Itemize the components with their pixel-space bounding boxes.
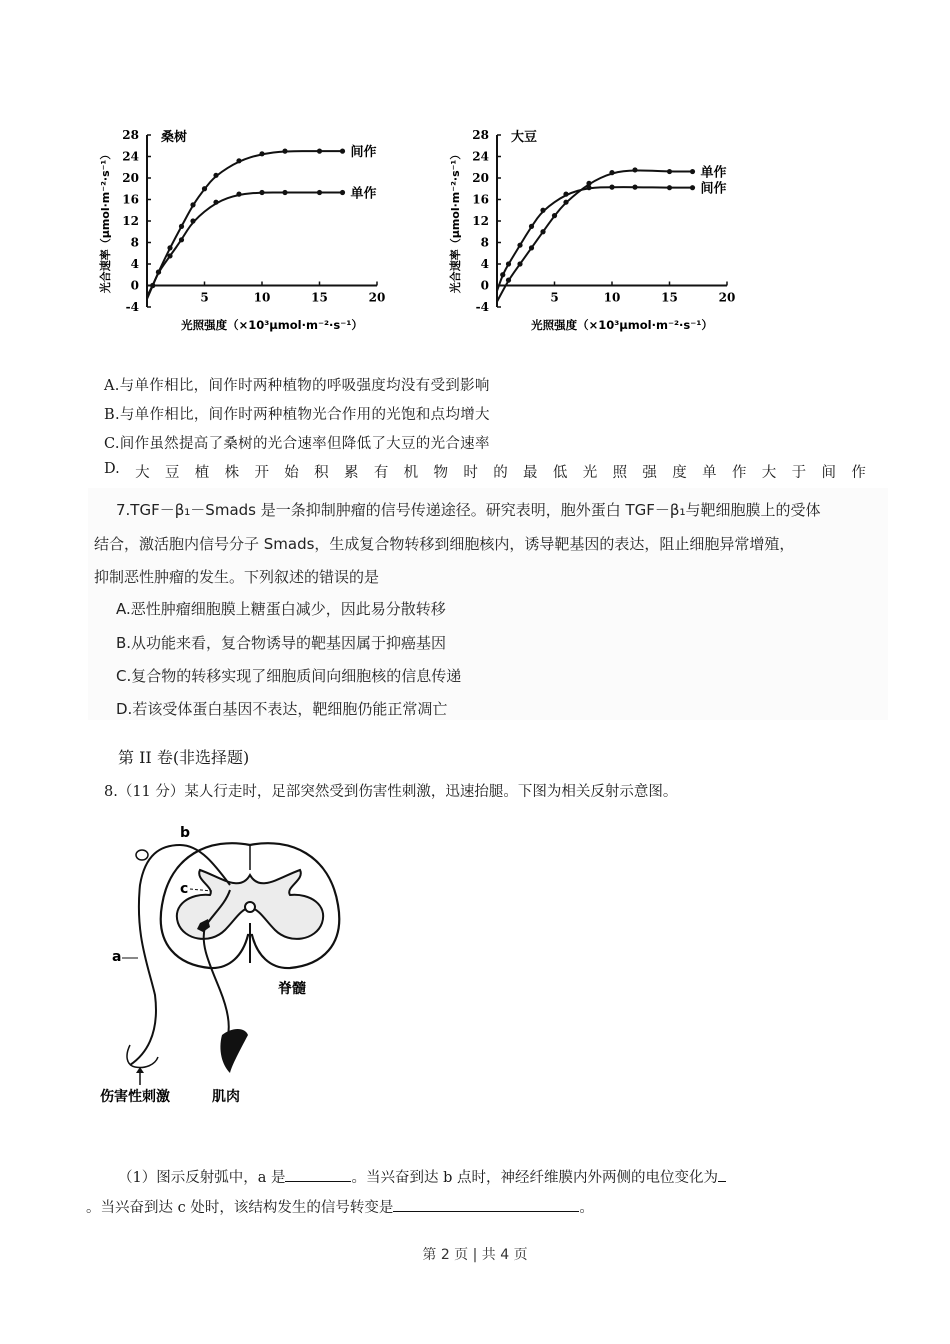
data-point	[259, 151, 264, 156]
data-point	[690, 185, 695, 190]
ganglion	[136, 850, 148, 860]
series-legend-label: 单作	[700, 165, 727, 181]
q6-option-d-char: 机	[403, 465, 419, 481]
series-line	[147, 151, 343, 299]
label-a: a	[112, 949, 122, 965]
series-legend-label: 单作	[350, 186, 377, 202]
data-point	[317, 190, 322, 195]
x-tick-label: 15	[661, 290, 678, 305]
q6-option-d-char: 的	[493, 465, 508, 481]
q6-option-d	[104, 461, 866, 482]
data-point	[529, 245, 534, 250]
q7-option-a: A.恶性肿瘤细胞膜上糖蛋白减少，因此易分散转移	[116, 600, 446, 618]
data-point	[667, 169, 672, 174]
data-point	[317, 149, 322, 154]
y-axis-label: 光合速率（μmol·m⁻²·s⁻¹）	[99, 148, 112, 294]
chart-soybean-svg	[445, 125, 745, 335]
answer-blank-c[interactable]	[393, 1197, 579, 1212]
x-tick-label: 20	[718, 290, 736, 305]
data-point	[340, 190, 345, 195]
q6-option-d-char: 光	[582, 465, 598, 481]
data-point	[282, 149, 287, 154]
series-line	[147, 193, 343, 297]
data-point	[517, 243, 522, 248]
q8-sub1-line2	[86, 1196, 594, 1217]
y-tick-label: 20	[472, 171, 489, 185]
y-tick-label: -4	[125, 300, 139, 314]
y-tick-label: 0	[480, 278, 489, 293]
q7-stem-line3: 抑制恶性肿瘤的发生。下列叙述的错误的是	[94, 568, 380, 586]
y-tick-label: 8	[130, 235, 139, 250]
x-axis-label: 光照强度（×10³μmol·m⁻²·s⁻¹）	[181, 318, 363, 332]
q6-option-d-char: 株	[224, 465, 240, 481]
data-point	[563, 192, 568, 197]
q6-option-d-char: 物	[433, 465, 448, 481]
label-stimulus: 伤害性刺激	[100, 1089, 170, 1105]
data-point	[150, 283, 155, 288]
q8-sub1-text3: 。当兴奋到达 c 处时，该结构发生的信号转变是	[86, 1200, 394, 1216]
x-axis-label: 光照强度（×10³μmol·m⁻²·s⁻¹）	[531, 318, 713, 332]
data-point	[500, 272, 505, 277]
y-tick-label: 16	[472, 192, 489, 207]
q8-sub1-text2: 。当兴奋到达 b 点时，神经纤维膜内外两侧的电位变化为	[351, 1170, 718, 1186]
q6-option-d-char: 豆	[164, 465, 180, 481]
data-point	[506, 261, 511, 266]
data-point	[190, 202, 195, 207]
data-point	[632, 167, 637, 172]
y-axis-label: 光合速率（μmol·m⁻²·s⁻¹）	[449, 148, 462, 294]
data-point	[202, 186, 207, 191]
data-point	[506, 278, 511, 283]
y-tick-label: 28	[472, 128, 489, 142]
q6-option-d-char: 度	[672, 465, 687, 481]
q6-option-d-char: 有	[373, 465, 389, 481]
data-point	[167, 253, 172, 258]
y-tick-label: 4	[480, 257, 489, 271]
y-tick-label: 8	[480, 235, 489, 250]
q6-option-d-char: 于	[791, 465, 807, 481]
q6-option-d-char: 积	[314, 465, 329, 481]
chart-title: 大豆	[511, 130, 538, 145]
q8-sub1-line1	[118, 1166, 726, 1187]
section-title: 第 II 卷(非选择题)	[118, 748, 250, 767]
x-tick-label: 10	[253, 290, 271, 305]
x-tick-label: 20	[368, 290, 386, 305]
chart-title: 桑树	[161, 130, 188, 145]
label-c: c	[180, 881, 189, 897]
q6-option-d-char: 始	[284, 465, 299, 481]
y-tick-label: 16	[122, 192, 139, 207]
data-point	[609, 170, 614, 175]
data-point	[517, 261, 522, 266]
q6-option-d-char: 低	[552, 465, 568, 481]
q6-option-d-char: 大	[135, 465, 150, 481]
data-point	[540, 208, 545, 213]
y-tick-label: 12	[122, 214, 139, 228]
q8-sub1-text4: 。	[579, 1200, 594, 1216]
q6-option-c: C.间作虽然提高了桑树的光合速率但降低了大豆的光合速率	[104, 436, 490, 452]
q7-option-d: D.若该受体蛋白基因不表达，靶细胞仍能正常凋亡	[116, 700, 448, 718]
data-point	[632, 185, 637, 190]
data-point	[609, 185, 614, 190]
reflex-arc-diagram	[100, 815, 400, 1119]
data-point	[667, 185, 672, 190]
q6-option-b: B.与单作相比，间作时两种植物光合作用的光饱和点均增大	[104, 407, 490, 423]
chart-mulberry-svg	[95, 125, 395, 335]
q7-stem-line2: 结合，激活胞内信号分子 Smads，生成复合物转移到细胞核内，诱导靶基因的表达，阻止细胞异常增殖，	[94, 535, 795, 553]
q6-option-d-char: 植	[194, 465, 210, 481]
data-point	[167, 245, 172, 250]
series-line	[497, 187, 693, 291]
y-tick-label: 28	[122, 128, 139, 142]
data-point	[236, 192, 241, 197]
data-point	[586, 185, 591, 190]
x-tick-label: 10	[603, 290, 621, 305]
q6-option-d-char: 照	[612, 465, 628, 481]
q6-option-d-char: 大	[761, 465, 777, 481]
series-legend-label: 间作	[350, 145, 377, 161]
muscle-shape	[220, 1029, 248, 1073]
q6-option-d-char: 作	[731, 465, 747, 481]
q6-option-d-char: 单	[702, 465, 717, 481]
data-point	[340, 149, 345, 154]
label-spinal-cord: 脊髓	[278, 981, 306, 997]
chart-mulberry	[95, 125, 395, 339]
y-tick-label: 0	[130, 278, 139, 293]
q8-sub1-text1: （1）图示反射弧中，a 是	[118, 1170, 286, 1186]
data-point	[190, 218, 195, 223]
q6-option-d-char: 时	[463, 465, 478, 481]
page-footer: 第 2 页 | 共 4 页	[422, 1247, 528, 1263]
data-point	[179, 224, 184, 229]
data-point	[259, 190, 264, 195]
answer-blank-b-start[interactable]	[718, 1167, 726, 1182]
x-tick-label: 5	[550, 290, 559, 305]
x-tick-label: 15	[311, 290, 328, 305]
central-canal	[245, 902, 255, 912]
data-point	[213, 173, 218, 178]
data-point	[529, 224, 534, 229]
q7-option-c: C.复合物的转移实现了细胞质间向细胞核的信息传递	[116, 667, 462, 685]
data-point	[213, 200, 218, 205]
series-legend-label: 间作	[700, 181, 727, 197]
q7-option-b: B.从功能来看，复合物诱导的靶基因属于抑癌基因	[116, 634, 447, 652]
y-tick-label: 24	[122, 149, 139, 164]
data-point	[690, 169, 695, 174]
chart-soybean	[445, 125, 745, 339]
reflex-arc-svg	[100, 815, 400, 1115]
q6-option-a: A.与单作相比，间作时两种植物的呼吸强度均没有受到影响	[104, 378, 490, 394]
y-tick-label: -4	[475, 300, 489, 314]
label-muscle: 肌肉	[212, 1089, 240, 1105]
q8-stem: 8.（11 分）某人行走时，足部突然受到伤害性刺激，迅速抬腿。下图为相关反射示意图。	[104, 784, 678, 800]
y-tick-label: 20	[122, 171, 139, 185]
data-point	[563, 200, 568, 205]
q6-option-d-char: 累	[343, 465, 359, 481]
q6-option-d-char: 间	[821, 465, 836, 481]
data-point	[552, 213, 557, 218]
y-tick-label: 12	[472, 214, 489, 228]
data-point	[156, 269, 161, 274]
label-b: b	[180, 825, 191, 841]
q6-option-d-char: D.	[104, 461, 120, 477]
answer-blank-a[interactable]	[285, 1167, 351, 1182]
q6-option-d-char: 开	[254, 465, 269, 481]
data-point	[540, 229, 545, 234]
q6-option-d-char: 最	[523, 465, 538, 481]
y-tick-label: 4	[130, 257, 139, 271]
data-point	[236, 158, 241, 163]
data-point	[179, 237, 184, 242]
y-tick-label: 24	[472, 149, 489, 164]
data-point	[282, 190, 287, 195]
q6-option-d-char: 强	[642, 465, 657, 481]
q6-option-d-char: 作	[851, 465, 866, 481]
x-tick-label: 5	[200, 290, 209, 305]
q7-stem-line1: 7.TGF－β₁－Smads 是一条抑制肿瘤的信号传递途径。研究表明，胞外蛋白 TGF－β₁与靶细胞膜上的受体	[116, 501, 821, 519]
